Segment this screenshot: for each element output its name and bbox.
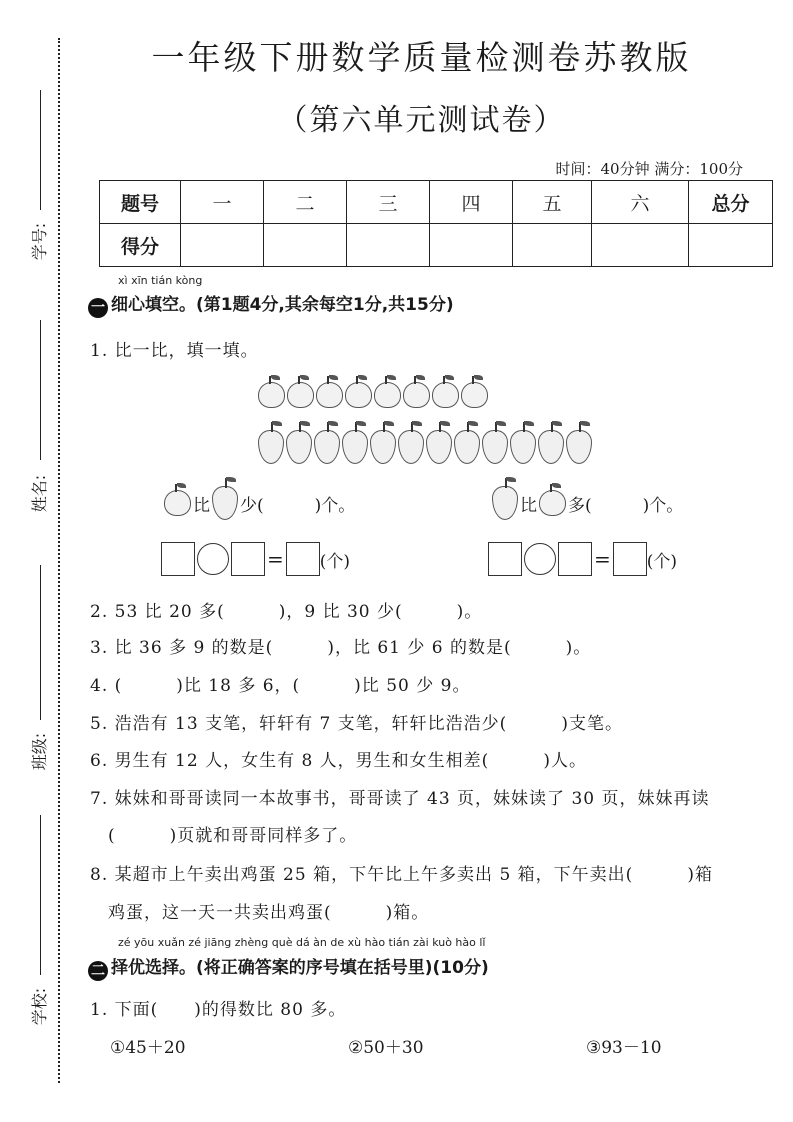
equals-sign: = [594,547,611,571]
answer-box[interactable] [488,542,522,576]
section2-heading [88,953,489,981]
score-input-cell[interactable] [264,224,347,267]
section2-title: 择优选择。(将正确答案的序号填在括号里)(10分) [111,958,489,978]
answer-box[interactable] [286,542,320,576]
question-7-cont: ( )页就和哥哥同样多了。 [108,826,358,846]
score-input-cell[interactable] [689,224,773,267]
pear-icon [566,430,592,464]
score-input-cell[interactable] [430,224,513,267]
pear-icon [510,430,536,464]
apple-icon [374,382,401,408]
pear-icon [492,486,518,520]
table-cell: 题号 [100,181,181,224]
side-underline [40,565,41,720]
side-underline [40,320,41,460]
score-table [99,180,773,267]
compare-left [162,486,355,520]
score-input-cell[interactable] [592,224,689,267]
pear-icon [370,430,396,464]
table-cell: 二 [264,181,347,224]
table-cell: 四 [430,181,513,224]
table-cell: 一 [181,181,264,224]
unit-label: (个) [646,551,678,572]
option-1[interactable]: ①45＋20 [110,1038,186,1058]
table-cell: 三 [347,181,430,224]
question-8: 8. 某超市上午卖出鸡蛋 25 箱，下午比上午多卖出 5 箱，下午卖出( )箱 [90,865,713,885]
answer-box[interactable] [613,542,647,576]
equals-sign: = [267,547,284,571]
score-input-cell[interactable] [347,224,430,267]
section-number-badge: 二 [88,961,108,981]
option-3[interactable]: ③93－10 [586,1038,662,1058]
pear-row [258,430,592,464]
side-field-banji [12,565,52,785]
question-6: 6. 男生有 12 人，女生有 8 人，男生和女生相差( )人。 [90,751,587,771]
pear-icon [286,430,312,464]
section2-pinyin: zé yōu xuǎn zé jiāng zhèng què dá àn de xù hào tián zài kuò hào lǐ [118,936,486,949]
unit-label: (个) [319,551,351,572]
section2-question-1: 1. 下面( )的得数比 80 多。 [90,1000,347,1020]
apple-icon [539,490,566,516]
side-field-xuexiao [12,815,52,1045]
option-2[interactable]: ②50＋30 [348,1038,424,1058]
compare-right [490,486,683,520]
side-label-xuehao: 学号: [30,222,50,261]
operator-circle[interactable] [524,543,556,575]
apple-icon [164,490,191,516]
side-label-banji: 班级: [30,732,50,771]
table-cell: 总分 [689,181,773,224]
side-label-xuexiao: 学校: [30,987,50,1026]
compare-word: 比 [520,495,537,516]
binding-dotted-line [58,38,60,1083]
side-label-xingming: 姓名: [30,474,50,513]
pear-icon [314,430,340,464]
pear-icon [258,430,284,464]
section1-heading [88,290,454,318]
apple-row [258,382,488,408]
answer-box[interactable] [231,542,265,576]
answer-box[interactable] [558,542,592,576]
pear-icon [398,430,424,464]
page-title: 一年级下册数学质量检测卷苏教版 [151,38,692,77]
pear-icon [212,486,238,520]
pear-icon [454,430,480,464]
score-input-cell[interactable] [513,224,592,267]
section1-title: 细心填空。(第1题4分,其余每空1分,共15分) [111,295,454,315]
section-number-badge: 一 [88,298,108,318]
score-input-cell[interactable] [181,224,264,267]
apple-icon [345,382,372,408]
table-cell: 六 [592,181,689,224]
pear-icon [482,430,508,464]
apple-icon [287,382,314,408]
equation-right [488,542,677,576]
question-3: 3. 比 36 多 9 的数是( )，比 61 少 6 的数是( )。 [90,638,592,658]
question-8-cont: 鸡蛋，这一天一共卖出鸡蛋( )箱。 [108,903,430,923]
side-field-xingming [12,320,52,520]
compare-word: 比 [193,495,210,516]
apple-icon [461,382,488,408]
equation-left [161,542,350,576]
question-7: 7. 妹妹和哥哥读同一本故事书，哥哥读了 43 页，妹妹读了 30 页，妹妹再读 [90,789,710,809]
question-4: 4. ( )比 18 多 6，( )比 50 少 9。 [90,676,471,696]
compare-blank-text: 多( )个。 [568,495,684,516]
apple-icon [403,382,430,408]
question-5: 5. 浩浩有 13 支笔，轩轩有 7 支笔，轩轩比浩浩少( )支笔。 [90,714,623,734]
table-row [100,181,773,224]
exam-meta: 时间：40分钟 满分：100分 [555,160,743,178]
section1-pinyin: xì xīn tián kòng [118,274,203,287]
question-1: 1. 比一比，填一填。 [90,341,259,361]
compare-blank-text: 少( )个。 [240,495,356,516]
pear-icon [538,430,564,464]
apple-icon [316,382,343,408]
apple-icon [432,382,459,408]
answer-box[interactable] [161,542,195,576]
pear-icon [342,430,368,464]
pear-icon [426,430,452,464]
table-row [100,224,773,267]
table-cell: 得分 [100,224,181,267]
apple-icon [258,382,285,408]
operator-circle[interactable] [197,543,229,575]
side-underline [40,815,41,975]
question-2: 2. 53 比 20 多( )，9 比 30 少( )。 [90,602,483,622]
page-subtitle: （第六单元测试卷） [277,103,566,138]
table-cell: 五 [513,181,592,224]
